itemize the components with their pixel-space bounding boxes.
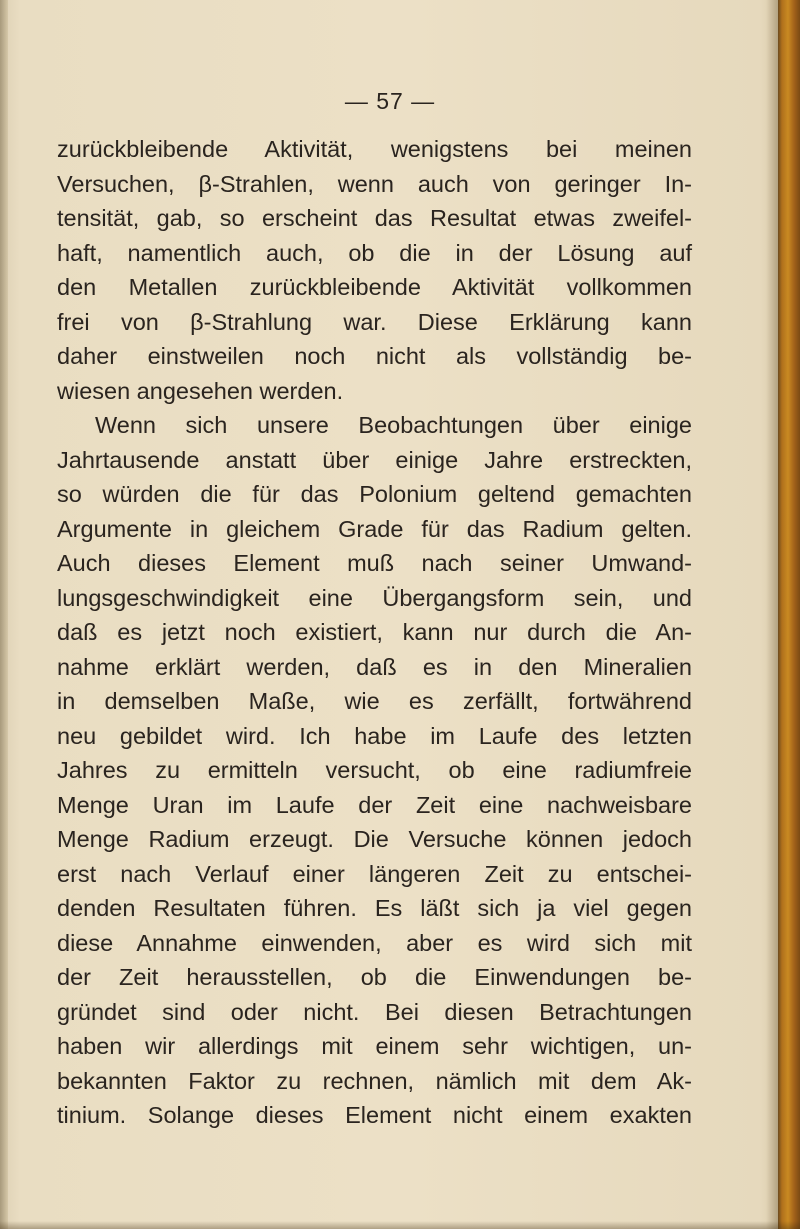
page-number: — 57 — <box>344 88 436 114</box>
text-line: daß es jetzt noch existiert, kann nur durch die An- <box>57 619 692 645</box>
text-line: Jahrtausende anstatt über einige Jahre erstreckten, <box>57 446 692 473</box>
text-line: so würden die für das Polonium geltend gemachten <box>57 481 692 507</box>
text-line: Auch dieses Element muß nach seiner Umwand- <box>57 550 692 576</box>
text-line: neu gebildet wird. Ich habe im Laufe des letzten <box>57 722 692 749</box>
spine-shadow <box>766 0 778 1229</box>
text-line: zurückbleibende Aktivität, wenigstens bei meinen <box>57 136 692 162</box>
text-line: lungsgeschwindigkeit eine Übergangsform sein, und <box>57 584 692 611</box>
page-bottom-edge <box>0 1221 800 1229</box>
text-line: bekannten Faktor zu rechnen, nämlich mit dem Ak- <box>57 1067 692 1094</box>
text-line-paragraph-end: wiesen angesehen werden. <box>57 377 344 404</box>
text-line: diese Annahme einwenden, aber es wird sich mit <box>57 929 692 956</box>
body-text <box>57 132 692 1133</box>
text-line: den Metallen zurückbleibende Aktivität vollkommen <box>57 274 692 300</box>
text-line: Argumente in gleichem Grade für das Radium gelten. <box>57 515 692 542</box>
text-line: Versuchen, β-Strahlen, wenn auch von geringer In- <box>57 170 692 197</box>
text-line: frei von β-Strahlung war. Diese Erklärung kann <box>57 308 692 335</box>
text-line: erst nach Verlauf einer längeren Zeit zu entschei- <box>57 860 692 887</box>
text-line: der Zeit herausstellen, ob die Einwendungen be- <box>57 964 692 990</box>
text-line: in demselben Maße, wie es zerfällt, fortwährend <box>57 688 692 714</box>
text-line: haft, namentlich auch, ob die in der Lösung auf <box>57 239 692 266</box>
text-line: tinium. Solange dieses Element nicht einem exakten <box>57 1102 692 1128</box>
text-line-paragraph-start: Wenn sich unsere Beobachtungen über einige <box>95 412 692 438</box>
text-line: haben wir allerdings mit einem sehr wichtigen, un- <box>57 1033 692 1059</box>
text-line: gründet sind oder nicht. Bei diesen Betrachtungen <box>57 998 692 1025</box>
page-left-edge <box>0 0 8 1229</box>
text-line: daher einstweilen noch nicht als vollständig be- <box>57 343 692 369</box>
text-line: Menge Uran im Laufe der Zeit eine nachweisbare <box>57 791 692 818</box>
text-line: Jahres zu ermitteln versucht, ob eine radiumfreie <box>57 757 692 783</box>
text-line: nahme erklärt werden, daß es in den Mineralien <box>57 653 692 680</box>
text-line: denden Resultaten führen. Es läßt sich ja viel gegen <box>57 895 692 921</box>
text-line: tensität, gab, so erscheint das Resultat etwas zweifel- <box>57 205 692 231</box>
text-line: Menge Radium erzeugt. Die Versuche können jedoch <box>57 826 692 852</box>
book-spine <box>778 0 800 1229</box>
